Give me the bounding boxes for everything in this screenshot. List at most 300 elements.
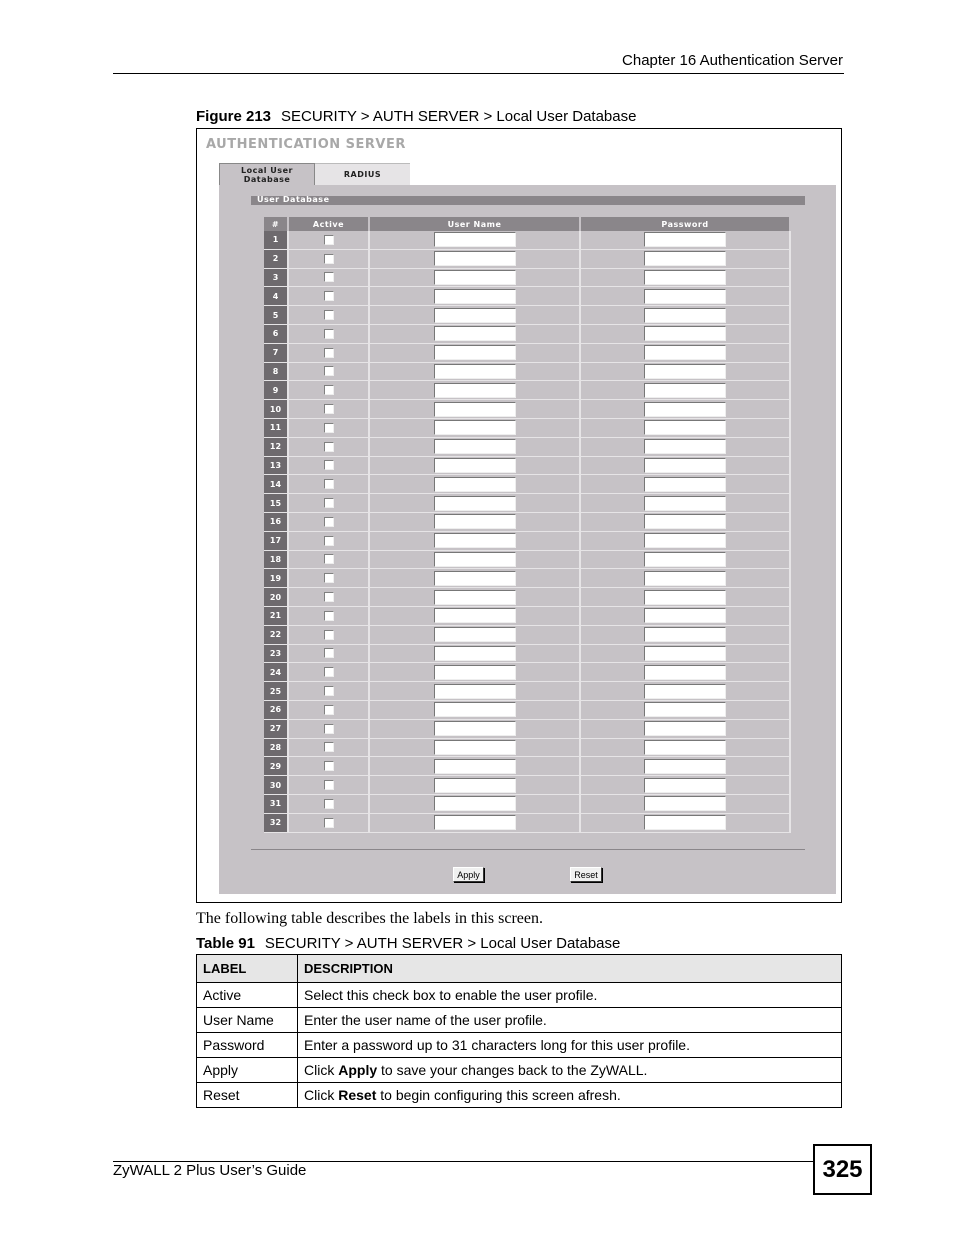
user-name-cell — [370, 363, 581, 381]
header-label: LABEL — [197, 955, 298, 983]
active-checkbox[interactable] — [324, 705, 334, 715]
password-cell — [581, 776, 791, 794]
active-cell — [289, 701, 370, 719]
user-name-cell — [370, 513, 581, 531]
user-name-cell — [370, 475, 581, 493]
password-input[interactable] — [644, 326, 726, 341]
description-cell — [298, 1058, 842, 1083]
password-input[interactable] — [644, 796, 726, 811]
active-cell — [289, 400, 370, 418]
active-cell — [289, 588, 370, 606]
description-text: Click — [304, 1062, 339, 1078]
active-checkbox[interactable] — [324, 442, 334, 452]
description-table-header — [197, 955, 842, 983]
table-row — [264, 363, 791, 382]
active-checkbox[interactable] — [324, 611, 334, 621]
user-name-input[interactable] — [434, 740, 516, 755]
user-name-cell — [370, 287, 581, 305]
active-cell — [289, 776, 370, 794]
header-description: DESCRIPTION — [298, 955, 842, 983]
description-cell — [298, 1033, 842, 1058]
user-database-panel — [219, 185, 836, 894]
user-name-cell — [370, 231, 581, 249]
row-number: 32 — [264, 814, 289, 832]
user-name-cell — [370, 494, 581, 512]
user-name-input[interactable] — [434, 571, 516, 586]
password-cell — [581, 400, 791, 418]
table-row — [197, 1083, 842, 1108]
password-cell — [581, 438, 791, 456]
row-number: 28 — [264, 739, 289, 757]
password-cell — [581, 306, 791, 324]
user-name-cell — [370, 569, 581, 587]
description-text: Enter a password up to 31 characters long for this user profile. — [304, 1037, 690, 1053]
table-row — [264, 287, 791, 306]
user-table-body — [264, 231, 791, 833]
user-name-cell — [370, 419, 581, 437]
password-input[interactable] — [644, 477, 726, 492]
user-name-input[interactable] — [434, 420, 516, 435]
user-name-input[interactable] — [434, 232, 516, 247]
user-name-input[interactable] — [434, 533, 516, 548]
user-name-input[interactable] — [434, 439, 516, 454]
column-number: # — [264, 217, 289, 231]
table-row — [264, 588, 791, 607]
row-number: 26 — [264, 701, 289, 719]
password-cell — [581, 701, 791, 719]
password-input[interactable] — [644, 439, 726, 454]
label-cell: Reset — [197, 1083, 298, 1108]
description-cell — [298, 983, 842, 1008]
active-checkbox[interactable] — [324, 423, 334, 433]
active-cell — [289, 419, 370, 437]
label-cell: Password — [197, 1033, 298, 1058]
row-number: 22 — [264, 626, 289, 644]
figure-caption — [196, 108, 636, 125]
password-cell — [581, 250, 791, 268]
user-name-input[interactable] — [434, 326, 516, 341]
user-table — [264, 217, 791, 833]
user-name-input[interactable] — [434, 590, 516, 605]
password-input[interactable] — [644, 721, 726, 736]
tab-radius[interactable]: RADIUS — [315, 163, 410, 185]
user-name-cell — [370, 551, 581, 569]
active-cell — [289, 381, 370, 399]
table-row — [264, 494, 791, 513]
active-checkbox[interactable] — [324, 498, 334, 508]
password-input[interactable] — [644, 590, 726, 605]
section-bar — [251, 196, 805, 205]
active-checkbox[interactable] — [324, 479, 334, 489]
active-checkbox[interactable] — [324, 630, 334, 640]
row-number: 9 — [264, 381, 289, 399]
active-checkbox[interactable] — [324, 724, 334, 734]
active-cell — [289, 325, 370, 343]
user-name-input[interactable] — [434, 665, 516, 680]
password-cell — [581, 588, 791, 606]
password-input[interactable] — [644, 345, 726, 360]
password-input[interactable] — [644, 646, 726, 661]
user-name-cell — [370, 457, 581, 475]
active-cell — [289, 757, 370, 775]
user-name-input[interactable] — [434, 289, 516, 304]
row-number: 31 — [264, 795, 289, 813]
row-number: 4 — [264, 287, 289, 305]
active-checkbox[interactable] — [324, 385, 334, 395]
user-name-input[interactable] — [434, 815, 516, 830]
password-input[interactable] — [644, 608, 726, 623]
user-name-cell — [370, 607, 581, 625]
user-name-input[interactable] — [434, 496, 516, 511]
password-input[interactable] — [644, 232, 726, 247]
active-cell — [289, 795, 370, 813]
table-row — [264, 306, 791, 325]
table-row — [264, 795, 791, 814]
user-name-input[interactable] — [434, 477, 516, 492]
password-cell — [581, 532, 791, 550]
password-input[interactable] — [644, 571, 726, 586]
table-row — [264, 776, 791, 795]
table-row — [264, 344, 791, 363]
tab-local-user-database[interactable]: Local User Database — [219, 163, 315, 185]
active-checkbox[interactable] — [324, 818, 334, 828]
password-cell — [581, 757, 791, 775]
table-row — [264, 325, 791, 344]
user-name-input[interactable] — [434, 251, 516, 266]
figure-caption-text: SECURITY > AUTH SERVER > Local User Database — [281, 108, 637, 125]
active-cell — [289, 682, 370, 700]
table-row — [264, 645, 791, 664]
table-caption — [196, 935, 620, 952]
table-row — [197, 1008, 842, 1033]
password-input[interactable] — [644, 684, 726, 699]
figure-screenshot — [196, 128, 842, 903]
user-name-cell — [370, 682, 581, 700]
row-number: 3 — [264, 269, 289, 287]
table-row — [264, 475, 791, 494]
user-name-input[interactable] — [434, 684, 516, 699]
password-input[interactable] — [644, 496, 726, 511]
row-number: 12 — [264, 438, 289, 456]
active-cell — [289, 739, 370, 757]
user-name-cell — [370, 250, 581, 268]
active-checkbox[interactable] — [324, 366, 334, 376]
password-input[interactable] — [644, 458, 726, 473]
apply-button[interactable]: Apply — [453, 867, 484, 882]
table-caption-text: SECURITY > AUTH SERVER > Local User Database — [264, 935, 621, 952]
active-cell — [289, 551, 370, 569]
user-name-input[interactable] — [434, 458, 516, 473]
active-checkbox[interactable] — [324, 648, 334, 658]
active-checkbox[interactable] — [324, 272, 334, 282]
label-cell: User Name — [197, 1008, 298, 1033]
table-row — [264, 269, 791, 288]
guide-title: ZyWALL 2 Plus User’s Guide — [113, 1162, 307, 1179]
active-checkbox[interactable] — [324, 460, 334, 470]
intro-text: The following table describes the labels in this screen. — [196, 910, 544, 927]
description-table — [196, 954, 842, 1108]
active-checkbox[interactable] — [324, 667, 334, 677]
page-number: 325 — [813, 1144, 872, 1195]
active-checkbox[interactable] — [324, 404, 334, 414]
password-input[interactable] — [644, 552, 726, 567]
password-cell — [581, 739, 791, 757]
user-name-input[interactable] — [434, 646, 516, 661]
table-row — [264, 250, 791, 269]
user-name-cell — [370, 776, 581, 794]
row-number: 25 — [264, 682, 289, 700]
table-row — [264, 663, 791, 682]
user-name-cell — [370, 306, 581, 324]
description-bold: Apply — [338, 1062, 378, 1078]
password-input[interactable] — [644, 420, 726, 435]
section-title: User Database — [257, 195, 330, 204]
active-checkbox[interactable] — [324, 254, 334, 264]
password-cell — [581, 344, 791, 362]
user-name-input[interactable] — [434, 402, 516, 417]
description-text-end: to begin configuring this screen afresh. — [376, 1087, 621, 1103]
password-input[interactable] — [644, 364, 726, 379]
user-name-cell — [370, 400, 581, 418]
row-number: 16 — [264, 513, 289, 531]
table-row — [264, 551, 791, 570]
password-input[interactable] — [644, 270, 726, 285]
description-text: Enter the user name of the user profile. — [304, 1012, 547, 1028]
description-cell — [298, 1008, 842, 1033]
password-input[interactable] — [644, 702, 726, 717]
header-rule — [113, 73, 844, 74]
active-cell — [289, 363, 370, 381]
row-number: 10 — [264, 400, 289, 418]
description-text-end: to save your changes back to the ZyWALL. — [377, 1062, 648, 1078]
user-name-cell — [370, 344, 581, 362]
user-name-cell — [370, 269, 581, 287]
password-cell — [581, 795, 791, 813]
password-input[interactable] — [644, 308, 726, 323]
user-name-cell — [370, 795, 581, 813]
user-name-cell — [370, 645, 581, 663]
active-cell — [289, 569, 370, 587]
active-cell — [289, 513, 370, 531]
password-input[interactable] — [644, 402, 726, 417]
user-name-cell — [370, 701, 581, 719]
active-cell — [289, 626, 370, 644]
password-cell — [581, 287, 791, 305]
password-cell — [581, 457, 791, 475]
user-name-cell — [370, 814, 581, 832]
row-number: 6 — [264, 325, 289, 343]
active-checkbox[interactable] — [324, 761, 334, 771]
user-name-cell — [370, 438, 581, 456]
row-number: 29 — [264, 757, 289, 775]
user-name-input[interactable] — [434, 270, 516, 285]
password-cell — [581, 569, 791, 587]
screen-title: AUTHENTICATION SERVER — [206, 137, 406, 152]
table-row — [197, 1058, 842, 1083]
table-row — [264, 701, 791, 720]
password-cell — [581, 551, 791, 569]
row-number: 24 — [264, 663, 289, 681]
active-cell — [289, 475, 370, 493]
active-checkbox[interactable] — [324, 554, 334, 564]
user-name-input[interactable] — [434, 345, 516, 360]
active-checkbox[interactable] — [324, 291, 334, 301]
description-bold: Reset — [338, 1087, 377, 1103]
active-cell — [289, 532, 370, 550]
user-name-input[interactable] — [434, 721, 516, 736]
table-row — [264, 381, 791, 400]
user-name-input[interactable] — [434, 796, 516, 811]
password-cell — [581, 645, 791, 663]
table-row — [264, 400, 791, 419]
password-input[interactable] — [644, 740, 726, 755]
active-checkbox[interactable] — [324, 592, 334, 602]
user-name-cell — [370, 720, 581, 738]
row-number: 19 — [264, 569, 289, 587]
active-cell — [289, 720, 370, 738]
table-row — [264, 739, 791, 758]
active-cell — [289, 438, 370, 456]
password-input[interactable] — [644, 383, 726, 398]
password-cell — [581, 663, 791, 681]
reset-button[interactable]: Reset — [570, 867, 602, 882]
table-row — [264, 513, 791, 532]
active-checkbox[interactable] — [324, 573, 334, 583]
row-number: 18 — [264, 551, 289, 569]
password-cell — [581, 814, 791, 832]
label-cell: Active — [197, 983, 298, 1008]
active-checkbox[interactable] — [324, 348, 334, 358]
table-row — [264, 231, 791, 250]
table-row — [264, 607, 791, 626]
row-number: 23 — [264, 645, 289, 663]
user-name-input[interactable] — [434, 514, 516, 529]
row-number: 27 — [264, 720, 289, 738]
table-row — [264, 419, 791, 438]
row-number: 1 — [264, 231, 289, 249]
table-row — [264, 438, 791, 457]
user-name-input[interactable] — [434, 759, 516, 774]
user-name-cell — [370, 626, 581, 644]
user-name-cell — [370, 739, 581, 757]
button-separator — [251, 849, 805, 850]
active-cell — [289, 231, 370, 249]
active-cell — [289, 306, 370, 324]
chapter-header: Chapter 16 Authentication Server — [622, 52, 843, 69]
password-cell — [581, 513, 791, 531]
user-name-input[interactable] — [434, 627, 516, 642]
column-user-name: User Name — [370, 217, 581, 231]
user-name-cell — [370, 325, 581, 343]
table-row — [264, 720, 791, 739]
active-checkbox[interactable] — [324, 536, 334, 546]
password-cell — [581, 363, 791, 381]
password-input[interactable] — [644, 665, 726, 680]
password-cell — [581, 720, 791, 738]
column-password: Password — [581, 217, 791, 231]
password-input[interactable] — [644, 533, 726, 548]
table-row — [264, 814, 791, 833]
active-cell — [289, 457, 370, 475]
password-input[interactable] — [644, 514, 726, 529]
user-name-cell — [370, 663, 581, 681]
password-input[interactable] — [644, 778, 726, 793]
password-input[interactable] — [644, 251, 726, 266]
table-row — [264, 757, 791, 776]
user-name-cell — [370, 588, 581, 606]
active-checkbox[interactable] — [324, 235, 334, 245]
user-name-input[interactable] — [434, 364, 516, 379]
active-cell — [289, 645, 370, 663]
active-checkbox[interactable] — [324, 799, 334, 809]
password-cell — [581, 269, 791, 287]
table-row — [264, 569, 791, 588]
row-number: 13 — [264, 457, 289, 475]
row-number: 14 — [264, 475, 289, 493]
row-number: 11 — [264, 419, 289, 437]
row-number: 5 — [264, 306, 289, 324]
password-cell — [581, 682, 791, 700]
password-input[interactable] — [644, 759, 726, 774]
active-cell — [289, 344, 370, 362]
user-name-input[interactable] — [434, 308, 516, 323]
user-name-input[interactable] — [434, 702, 516, 717]
password-cell — [581, 381, 791, 399]
user-name-cell — [370, 757, 581, 775]
active-cell — [289, 814, 370, 832]
user-name-cell — [370, 532, 581, 550]
password-cell — [581, 475, 791, 493]
table-row — [264, 626, 791, 645]
active-cell — [289, 494, 370, 512]
active-checkbox[interactable] — [324, 329, 334, 339]
row-number: 2 — [264, 250, 289, 268]
user-name-input[interactable] — [434, 383, 516, 398]
active-checkbox[interactable] — [324, 517, 334, 527]
password-cell — [581, 494, 791, 512]
table-label: Table 91 — [196, 935, 255, 952]
row-number: 7 — [264, 344, 289, 362]
row-number: 8 — [264, 363, 289, 381]
user-table-header — [264, 217, 791, 231]
active-checkbox[interactable] — [324, 686, 334, 696]
password-input[interactable] — [644, 289, 726, 304]
active-checkbox[interactable] — [324, 310, 334, 320]
password-input[interactable] — [644, 815, 726, 830]
table-row — [264, 457, 791, 476]
active-cell — [289, 663, 370, 681]
active-cell — [289, 250, 370, 268]
active-checkbox[interactable] — [324, 742, 334, 752]
active-checkbox[interactable] — [324, 780, 334, 790]
user-name-input[interactable] — [434, 552, 516, 567]
user-name-input[interactable] — [434, 608, 516, 623]
table-row — [197, 983, 842, 1008]
column-active: Active — [289, 217, 370, 231]
table-row — [264, 532, 791, 551]
description-cell — [298, 1083, 842, 1108]
row-number: 21 — [264, 607, 289, 625]
figure-label: Figure 213 — [196, 108, 272, 125]
table-row — [197, 1033, 842, 1058]
user-name-input[interactable] — [434, 778, 516, 793]
row-number: 20 — [264, 588, 289, 606]
active-cell — [289, 287, 370, 305]
user-name-cell — [370, 381, 581, 399]
description-text: Select this check box to enable the user profile. — [304, 987, 598, 1003]
row-number: 17 — [264, 532, 289, 550]
password-input[interactable] — [644, 627, 726, 642]
